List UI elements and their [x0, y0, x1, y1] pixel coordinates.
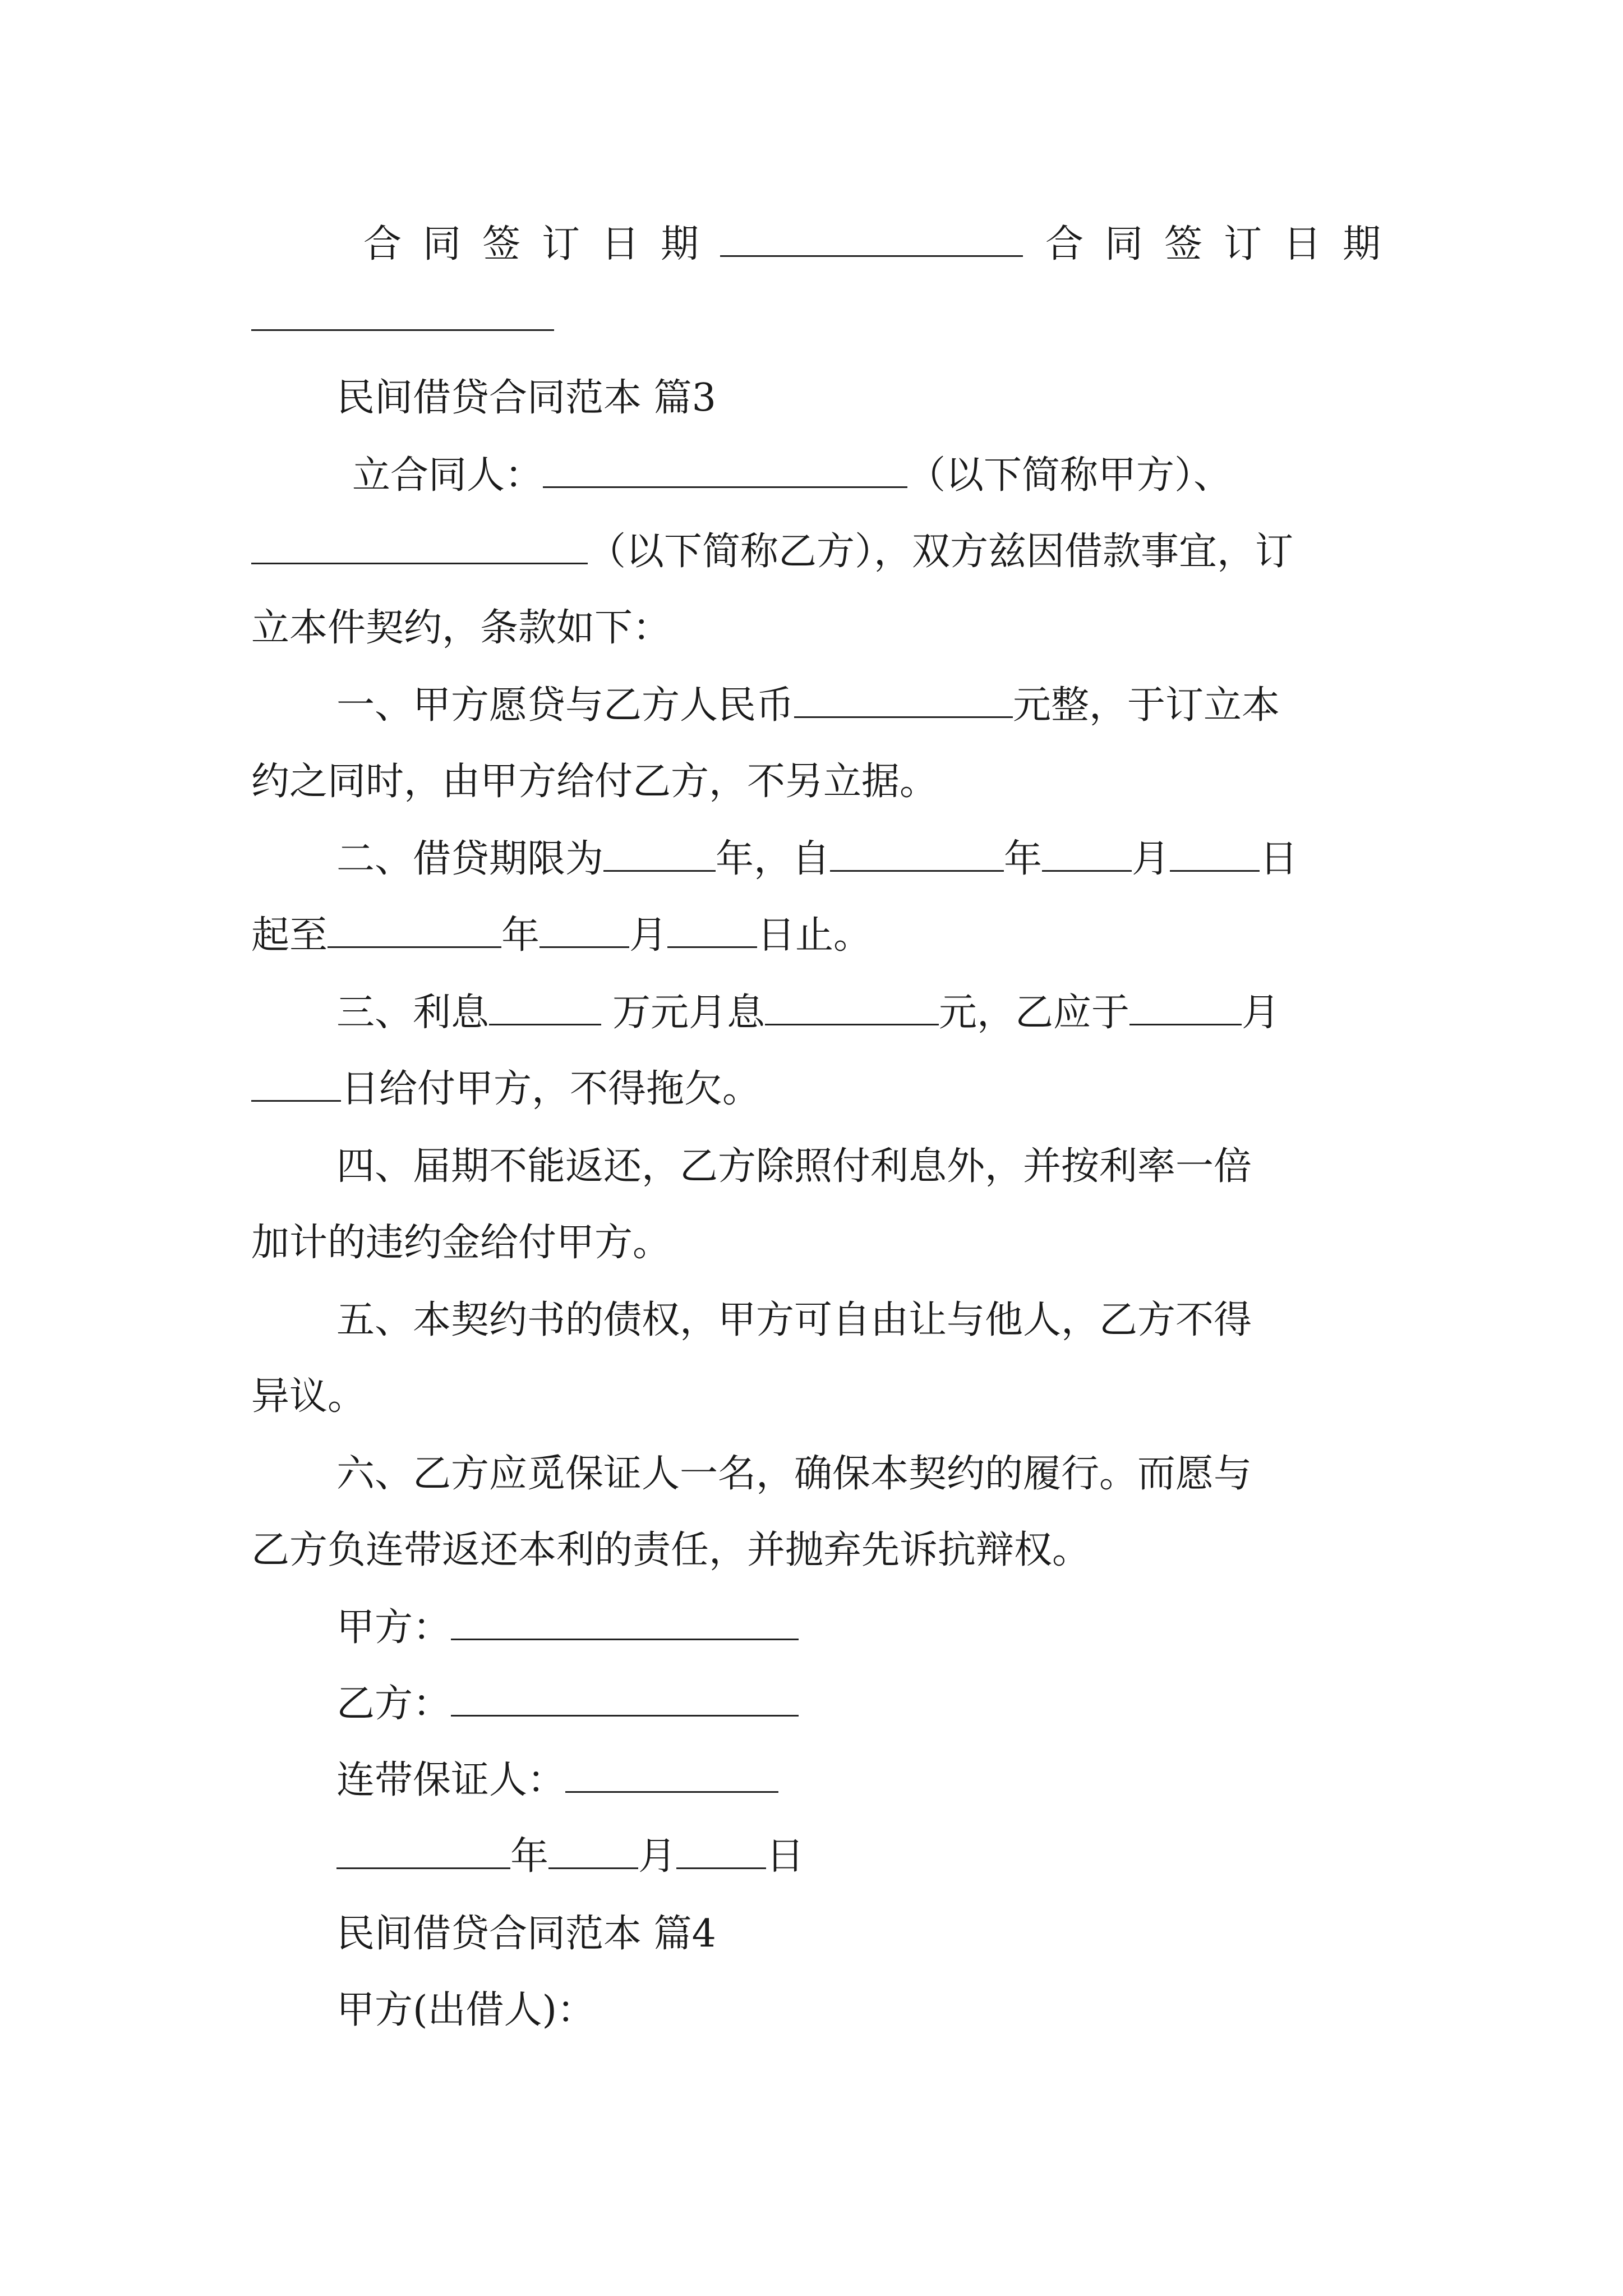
- blank-field: [830, 835, 1004, 872]
- blank-field: [794, 682, 1013, 718]
- blank-field: [451, 1604, 799, 1640]
- clause-4-line: 四、届期不能返还，乙方除照付利息外，并按利率一倍: [336, 1144, 1252, 1189]
- text: 起至: [251, 913, 328, 958]
- blank-field: [1129, 989, 1242, 1025]
- blank-field: [328, 912, 501, 948]
- blank-field: [667, 912, 757, 948]
- text: 元整，于订立本: [1013, 683, 1280, 728]
- text: 年，自: [716, 837, 831, 881]
- text: 月: [638, 1834, 677, 1879]
- text: 月: [629, 913, 668, 958]
- clause-5-line: 五、本契约书的债权，甲方可自由让与他人，乙方不得: [336, 1298, 1252, 1342]
- text: 日止。: [757, 913, 872, 958]
- signing-date-label-2: 合同签订日期: [1045, 222, 1403, 266]
- signing-date-blank-line: [251, 292, 1376, 346]
- text: 月: [1132, 837, 1170, 881]
- blank-field: [1042, 835, 1132, 872]
- text: 三、利息: [336, 991, 490, 1035]
- signature-party-a: [336, 1601, 1376, 1655]
- text: 立合同人：: [352, 453, 543, 498]
- text: 甲方：: [336, 1605, 451, 1650]
- signing-date-label: 合同签订日期: [363, 222, 721, 266]
- blank-field: [548, 1833, 638, 1869]
- text: （以下简称乙方），双方兹因借款事宜，订: [588, 530, 1294, 574]
- contract-parties-line: [352, 449, 1376, 503]
- clause-3-line-2: [251, 1062, 1376, 1116]
- text: 日: [1260, 837, 1298, 881]
- contract-parties-line-2: [251, 525, 1376, 579]
- text: 一、甲方愿贷与乙方人民币: [336, 683, 795, 728]
- blank-field: [1170, 835, 1260, 872]
- text: （以下简称甲方）、: [907, 453, 1232, 498]
- text: 日给付甲方，不得拖欠。: [341, 1067, 761, 1111]
- text: 年: [1004, 837, 1043, 881]
- text: 年: [510, 1834, 549, 1879]
- text: 二、借贷期限为: [336, 837, 604, 881]
- blank-field: [603, 835, 716, 872]
- blank-field: [720, 220, 1023, 257]
- blank-field: [543, 452, 907, 488]
- blank-field: [565, 1756, 778, 1793]
- blank-field: [540, 912, 629, 948]
- clause-3-line: [336, 986, 1376, 1040]
- clause-5-line-2: 异议。: [251, 1374, 366, 1419]
- text: 连带保证人：: [336, 1758, 566, 1802]
- section-heading-3: 民间借贷合同范本 篇3: [336, 376, 716, 420]
- text: 万元月息: [612, 991, 766, 1035]
- clause-4-line-2: 加计的违约金给付甲方。: [251, 1221, 671, 1265]
- text: 元，乙应于: [939, 991, 1130, 1035]
- clause-6-line: 六、乙方应觅保证人一名，确保本契约的履行。而愿与: [336, 1452, 1252, 1496]
- blank-field: [489, 989, 601, 1025]
- clause-1-line-2: 约之同时，由甲方给付乙方，不另立据。: [251, 760, 938, 804]
- text: 月: [1242, 991, 1280, 1035]
- lender-line: 甲方(出借人)：: [336, 1988, 596, 2032]
- section-heading-4: 民间借贷合同范本 篇4: [336, 1912, 716, 1956]
- text: 年: [501, 913, 540, 958]
- text: 乙方：: [336, 1682, 451, 1726]
- signature-guarantor: [336, 1754, 1376, 1807]
- blank-field: [251, 1065, 341, 1102]
- clause-2-line: [336, 832, 1376, 886]
- signature-date: [336, 1830, 1376, 1884]
- clause-6-line-2: 乙方负连带返还本利的责任，并抛弃先诉抗辩权。: [251, 1528, 1091, 1572]
- blank-field: [336, 1833, 510, 1869]
- blank-field: [676, 1833, 766, 1869]
- blank-field: [765, 989, 939, 1025]
- clause-1-line: [336, 679, 1376, 733]
- paragraph-line: 立本件契约，条款如下：: [251, 606, 671, 650]
- signing-date-line: [363, 218, 1403, 272]
- blank-field: [451, 1680, 799, 1717]
- text: 日: [766, 1834, 805, 1879]
- signature-party-b: [336, 1677, 1376, 1731]
- blank-field: [251, 295, 554, 331]
- blank-field: [251, 528, 588, 564]
- clause-2-line-2: [251, 909, 1376, 963]
